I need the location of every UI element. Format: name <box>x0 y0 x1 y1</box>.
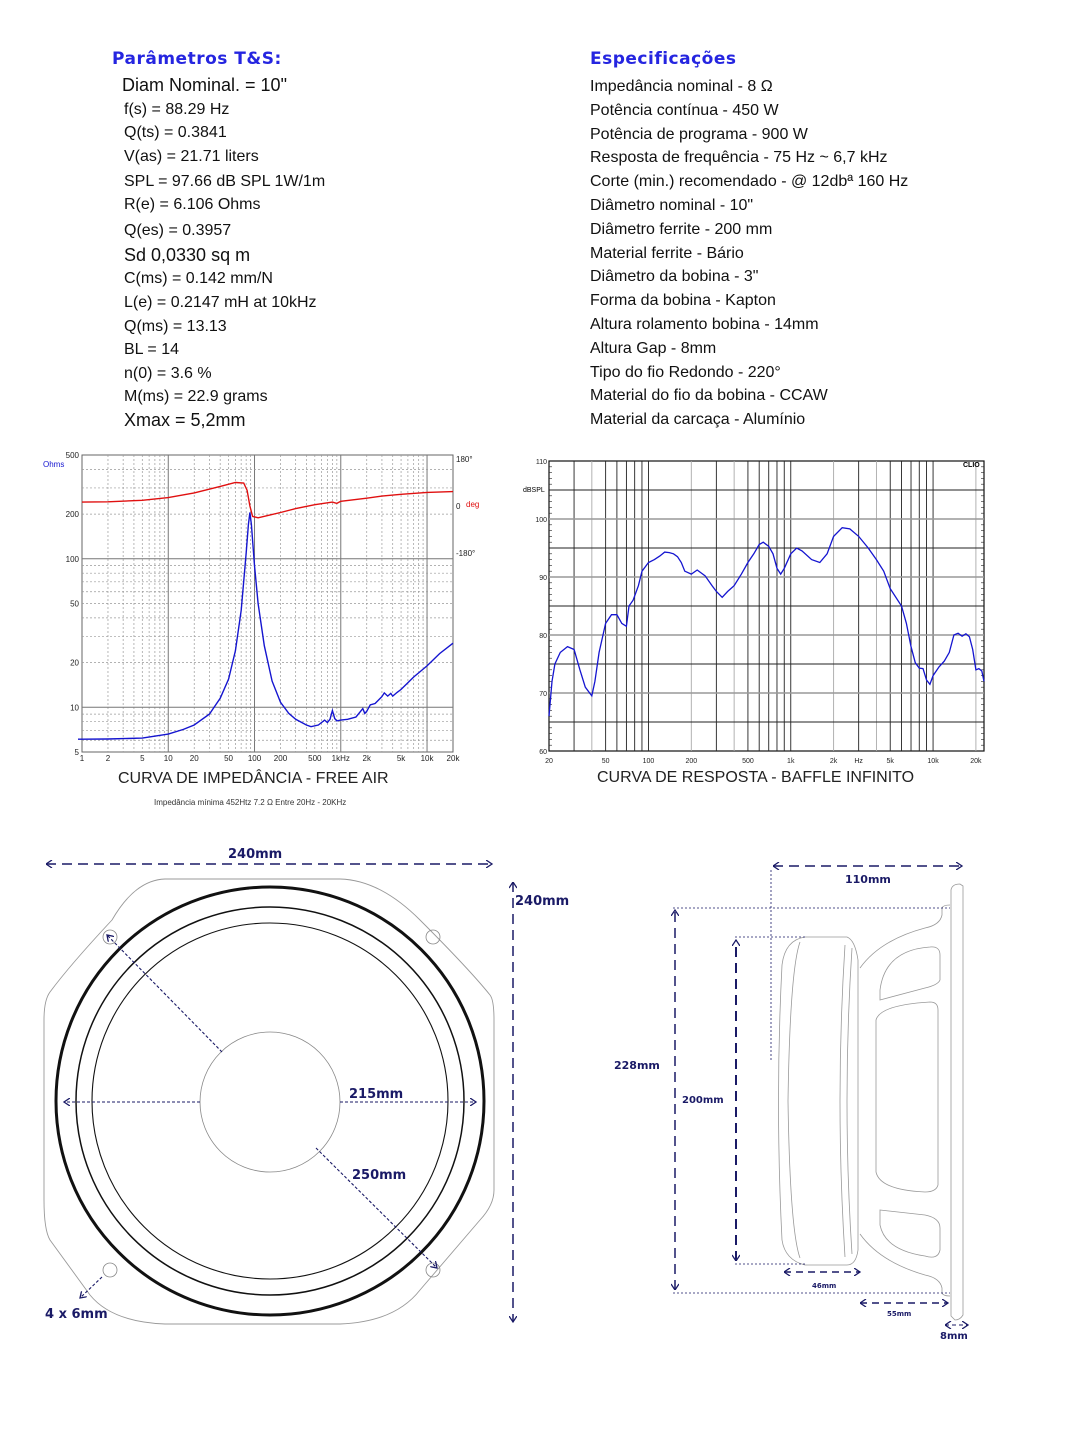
depth-dimension-label: 110mm <box>845 873 891 886</box>
spec-item: Diâmetro nominal - 10" <box>590 197 754 214</box>
param-item: Q(ts) = 0.3841 <box>124 124 227 141</box>
x-tick-label: 500 <box>308 754 322 763</box>
x-tick-label: Hz <box>854 758 863 765</box>
response-grid <box>549 461 984 751</box>
diag-dimension-line-a <box>107 935 222 1052</box>
param-item: L(e) = 0.2147 mH at 10kHz <box>124 294 317 311</box>
y2-tick-label: 180° <box>456 455 473 464</box>
x-tick-label: 5k <box>886 758 894 765</box>
mount-hole-icon <box>426 930 440 944</box>
x-tick-label: 100 <box>642 758 655 765</box>
response-ylabel: dBSPL <box>523 487 545 494</box>
y-tick-label: 5 <box>74 748 79 757</box>
side-view-drawing <box>600 850 1000 1350</box>
holes-dimension-label: 4 x 6mm <box>45 1307 108 1322</box>
magnet-depth-dimension-label: 46mm <box>812 1282 837 1290</box>
width-dimension-label: 240mm <box>228 847 283 862</box>
diag-dimension-line-b <box>316 1148 437 1268</box>
spec-item: Diâmetro ferrite - 200 mm <box>590 220 773 238</box>
spec-item: Forma da bobina - Kapton <box>590 292 776 310</box>
param-item: Q(ms) = 13.13 <box>124 318 227 335</box>
y2-tick-label: -180° <box>456 549 476 558</box>
phase-ylabel: deg <box>466 500 480 509</box>
magnet-height-dimension-label: 200mm <box>682 1095 724 1106</box>
x-tick-label: 200 <box>273 754 288 763</box>
diag-dimension-label: 250mm <box>352 1168 407 1183</box>
mount-hole-icon <box>103 1263 117 1277</box>
spec-item: Material do fio da bobina - CCAW <box>590 387 828 405</box>
param-item: M(ms) = 22.9 grams <box>124 388 268 405</box>
x-tick-label: 200 <box>685 758 698 765</box>
spec-item: Material da carcaça - Alumínio <box>590 411 806 429</box>
y2-tick-label: 0 <box>456 502 461 511</box>
holes-dimension-line <box>80 1277 102 1298</box>
spec-item: Altura rolamento bobina - 14mm <box>590 316 819 333</box>
x-tick-label: 5 <box>140 754 145 763</box>
impedance-ylabel: Ohms <box>43 460 65 469</box>
y-tick-label: 70 <box>539 691 547 698</box>
basket-depth-dimension-label: 55mm <box>887 1310 912 1318</box>
y-tick-label: 500 <box>65 451 79 460</box>
height-dimension-label: 240mm <box>515 894 570 909</box>
y-tick-label: 80 <box>539 633 547 640</box>
y-tick-label: 200 <box>65 510 79 520</box>
y-tick-label: 90 <box>539 575 547 582</box>
x-tick-label: 20 <box>189 754 199 763</box>
param-item: C(ms) = 0.142 mm/N <box>124 270 273 287</box>
mount-hole-icon <box>103 930 117 944</box>
impedance-chart-title: CURVA DE IMPEDÂNCIA - FREE AIR <box>118 770 389 787</box>
y-tick-label: 100 <box>535 517 547 524</box>
response-chart <box>510 452 1000 772</box>
x-tick-label: 50 <box>224 754 234 763</box>
x-tick-label: 20k <box>446 754 460 763</box>
param-item: Xmax = 5,2mm <box>124 410 246 430</box>
speaker-side-profile <box>779 884 964 1320</box>
param-item: R(e) = 6.106 Ohms <box>124 196 261 213</box>
x-tick-label: 1kHz <box>331 754 350 763</box>
x-tick-label: 10k <box>927 758 939 765</box>
x-tick-label: 20k <box>970 758 982 765</box>
outer-height-dimension-label: 228mm <box>614 1059 660 1072</box>
spec-item: Altura Gap - 8mm <box>590 339 717 357</box>
y-tick-label: 60 <box>539 749 547 756</box>
y-tick-label: 50 <box>70 599 79 609</box>
spec-item: Diâmetro da bobina - 3" <box>590 268 759 286</box>
spec-item: Potência contínua - 450 W <box>590 101 779 119</box>
param-item: Diam Nominal. = 10" <box>122 75 287 95</box>
x-tick-label: 20 <box>545 758 553 765</box>
x-tick-label: 50 <box>601 758 610 765</box>
x-tick-label: 2k <box>362 754 371 763</box>
x-tick-label: 1 <box>79 754 85 763</box>
dust-cap <box>200 1032 340 1172</box>
specs-title: Especificações <box>590 49 737 69</box>
spec-item: Resposta de frequência - 75 Hz ~ 6,7 kHz <box>590 149 888 167</box>
x-tick-label: 500 <box>742 758 754 765</box>
param-item: f(s) = 88.29 Hz <box>124 101 230 118</box>
spec-item: Impedância nominal - 8 Ω <box>590 78 773 95</box>
param-item: Sd 0,0330 sq m <box>124 245 251 265</box>
x-tick-label: 10 <box>163 754 173 763</box>
spec-item: Tipo do fio Redondo - 220° <box>590 363 781 381</box>
impedance-grid <box>82 455 453 752</box>
spec-item: Potência de programa - 900 W <box>590 125 808 143</box>
params-title: Parâmetros T&S: <box>112 49 282 69</box>
y-tick-label: 110 <box>535 459 547 466</box>
y-tick-label: 100 <box>65 554 79 564</box>
x-tick-label: 1k <box>787 758 795 765</box>
param-item: SPL = 97.66 dB SPL 1W/1m <box>124 173 326 190</box>
spec-item: Material ferrite - Bário <box>590 244 744 262</box>
param-item: V(as) = 21.71 liters <box>124 148 259 165</box>
x-tick-label: 100 <box>247 754 262 763</box>
impedance-chart <box>30 448 490 768</box>
front-view-drawing <box>30 840 600 1340</box>
response-chart-title: CURVA DE RESPOSTA - BAFFLE INFINITO <box>597 769 915 786</box>
x-tick-label: 2 <box>105 754 111 763</box>
clio-logo: CLIO <box>963 462 980 469</box>
y-tick-label: 20 <box>70 658 79 668</box>
y-tick-label: 10 <box>70 703 79 713</box>
impedance-chart-subtitle: Impedância mínima 452Htz 7.2 Ω Entre 20Hz - 20KHz <box>154 798 347 807</box>
x-tick-label: 10k <box>420 754 434 763</box>
flange-dimension-label: 8mm <box>940 1331 968 1342</box>
param-item: Q(es) = 0.3957 <box>124 222 232 239</box>
param-item: n(0) = 3.6 % <box>124 365 212 382</box>
x-tick-label: 2k <box>829 758 838 765</box>
inner-dimension-label: 215mm <box>349 1087 404 1102</box>
spec-item: Corte (min.) recomendado - @ 12dbª 160 Hz <box>590 173 909 191</box>
param-item: BL = 14 <box>124 341 180 358</box>
x-tick-label: 5k <box>396 754 406 763</box>
